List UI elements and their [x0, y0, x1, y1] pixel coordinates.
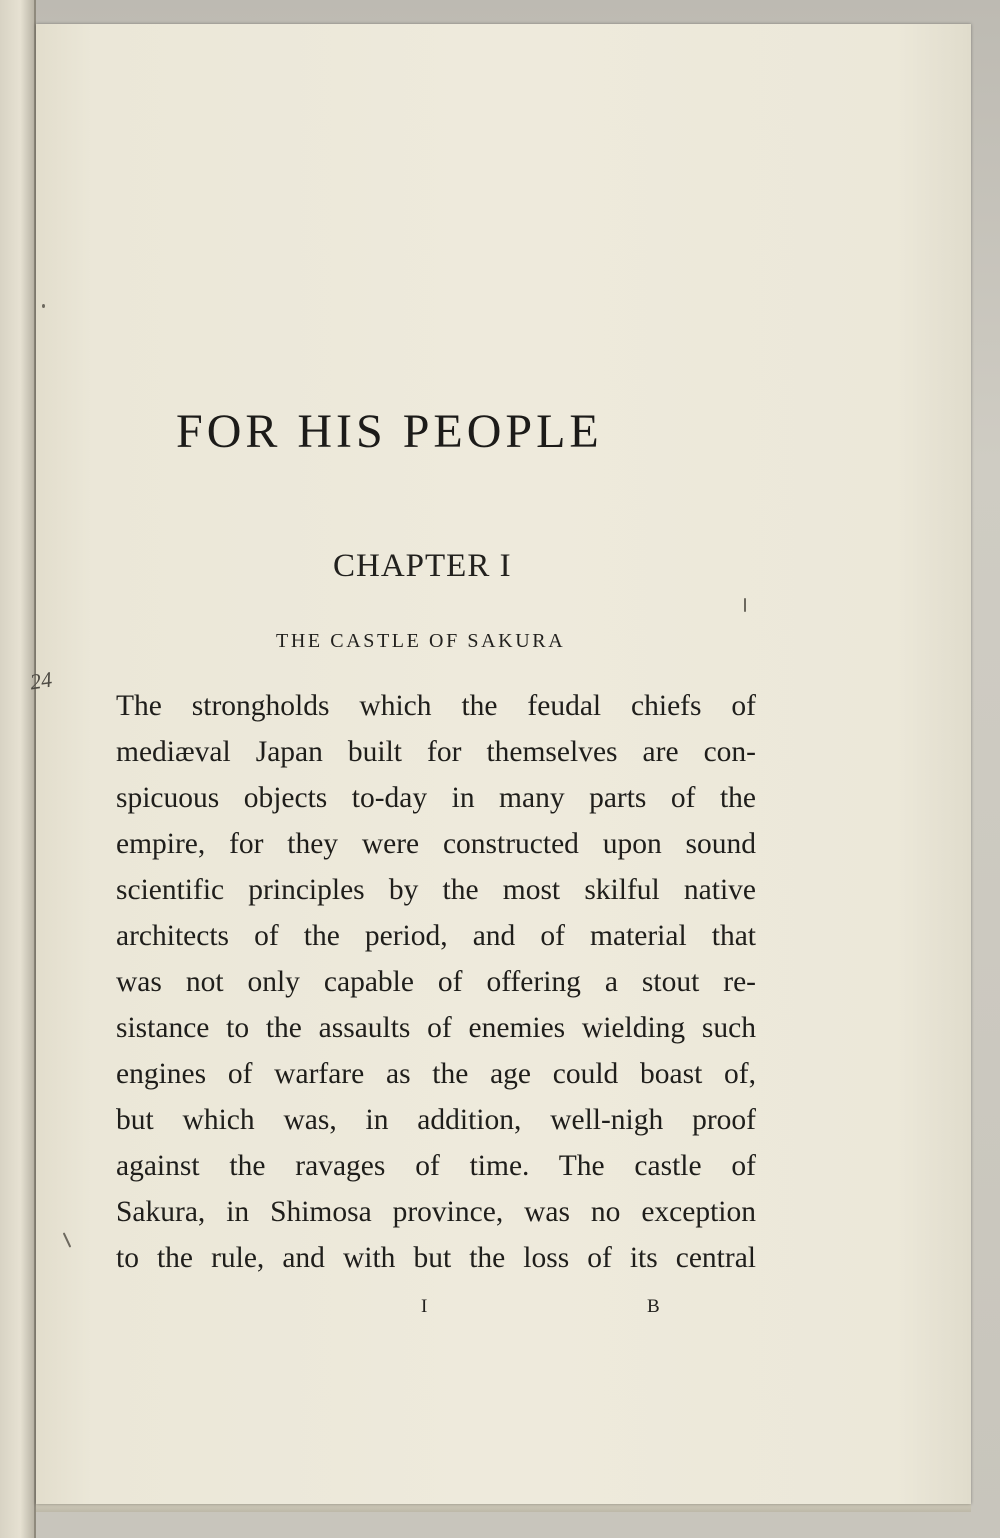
- text-line: mediæval Japan built for themselves are con-: [116, 736, 756, 768]
- text-line: spicuous objects to-day in many parts of the: [116, 782, 756, 814]
- text-line: sistance to the assaults of enemies wielding such: [116, 1012, 756, 1044]
- text-line: to the rule, and with but the loss of its central: [116, 1242, 756, 1274]
- text-line: against the ravages of time. The castle of: [116, 1150, 756, 1182]
- text-line: The strongholds which the feudal chiefs of: [116, 690, 756, 722]
- text-line: was not only capable of offering a stout re-: [116, 966, 756, 998]
- chapter-subtitle: THE CASTLE OF SAKURA: [276, 630, 566, 652]
- text-line: engines of warfare as the age could boast of,: [116, 1058, 756, 1090]
- text-line: but which was, in addition, well-nigh proof: [116, 1104, 756, 1136]
- text-line: scientific principles by the most skilful native: [116, 874, 756, 906]
- book-title: FOR HIS PEOPLE: [176, 405, 603, 458]
- signature-mark: B: [647, 1296, 661, 1317]
- page-number: I: [421, 1296, 429, 1317]
- paper-speck: [42, 304, 45, 308]
- text-line: architects of the period, and of material that: [116, 920, 756, 952]
- text-line: empire, for they were constructed upon sound: [116, 828, 756, 860]
- text-line: Sakura, in Shimosa province, was no exception: [116, 1196, 756, 1228]
- facing-page-edge: [0, 0, 36, 1538]
- chapter-heading: CHAPTER I: [333, 548, 512, 584]
- paper-speck: [744, 598, 746, 612]
- margin-pencil-mark: 24: [28, 666, 54, 695]
- body-paragraph: [116, 683, 756, 1281]
